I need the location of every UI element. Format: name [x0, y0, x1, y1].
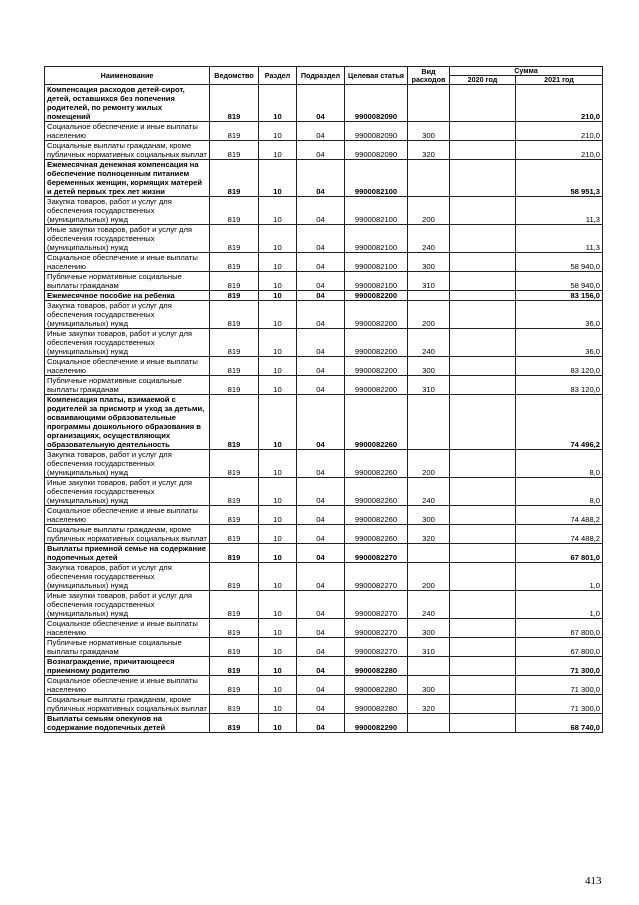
cell-target: 9900082100: [345, 197, 408, 225]
cell-dept: 819: [210, 197, 259, 225]
cell-dept: 819: [210, 141, 259, 160]
cell-name: Закупка товаров, работ и услуг для обеспечения государственных (муниципальных) нужд: [45, 563, 210, 591]
cell-y2021: 210,0: [516, 141, 603, 160]
cell-sec: 10: [259, 619, 297, 638]
cell-type: 300: [408, 122, 450, 141]
table-row: [45, 160, 603, 197]
cell-type: 300: [408, 357, 450, 376]
cell-target: 9900082090: [345, 85, 408, 122]
cell-y2020: [450, 506, 516, 525]
cell-target: 9900082270: [345, 563, 408, 591]
cell-y2020: [450, 478, 516, 506]
cell-dept: 819: [210, 85, 259, 122]
cell-y2021: 1,0: [516, 591, 603, 619]
cell-sub: 04: [297, 357, 345, 376]
cell-y2020: [450, 225, 516, 253]
table-row: [45, 525, 603, 544]
table-row: [45, 478, 603, 506]
cell-name: Публичные нормативные социальные выплаты гражданам: [45, 376, 210, 395]
cell-y2020: [450, 85, 516, 122]
cell-y2020: [450, 563, 516, 591]
cell-y2021: 11,3: [516, 225, 603, 253]
table-row: [45, 329, 603, 357]
cell-y2021: 83 120,0: [516, 376, 603, 395]
cell-y2021: 74 488,2: [516, 525, 603, 544]
cell-sub: 04: [297, 160, 345, 197]
cell-y2021: 71 300,0: [516, 695, 603, 714]
cell-name: Ежемесячная денежная компенсация на обеспечение полноценным питанием беременных женщин, кормящих матерей и детей первых трех лет жизни: [45, 160, 210, 197]
cell-type: [408, 714, 450, 733]
cell-sec: 10: [259, 676, 297, 695]
cell-type: 300: [408, 619, 450, 638]
cell-name: Социальное обеспечение и иные выплаты населению: [45, 357, 210, 376]
cell-y2020: [450, 197, 516, 225]
cell-dept: 819: [210, 329, 259, 357]
header-section: Раздел: [259, 67, 297, 85]
cell-name: Социальные выплаты гражданам, кроме публичных нормативных социальных выплат: [45, 141, 210, 160]
cell-type: [408, 160, 450, 197]
cell-dept: 819: [210, 291, 259, 301]
cell-type: 320: [408, 141, 450, 160]
cell-name: Социальное обеспечение и иные выплаты населению: [45, 122, 210, 141]
cell-name: Публичные нормативные социальные выплаты гражданам: [45, 272, 210, 291]
table-row: [45, 141, 603, 160]
cell-name: Публичные нормативные социальные выплаты гражданам: [45, 638, 210, 657]
cell-y2020: [450, 676, 516, 695]
cell-target: 9900082270: [345, 544, 408, 563]
cell-type: 200: [408, 563, 450, 591]
table-body: [45, 85, 603, 733]
cell-sub: 04: [297, 638, 345, 657]
table-row: [45, 544, 603, 563]
page-number: 413: [585, 875, 602, 887]
cell-type: [408, 85, 450, 122]
cell-type: 320: [408, 695, 450, 714]
cell-sec: 10: [259, 478, 297, 506]
cell-y2020: [450, 714, 516, 733]
cell-y2020: [450, 272, 516, 291]
cell-type: 310: [408, 272, 450, 291]
cell-sec: 10: [259, 695, 297, 714]
cell-dept: 819: [210, 563, 259, 591]
cell-y2021: 8,0: [516, 450, 603, 478]
cell-y2021: 58 940,0: [516, 253, 603, 272]
cell-y2021: 71 300,0: [516, 676, 603, 695]
cell-sub: 04: [297, 272, 345, 291]
cell-sub: 04: [297, 329, 345, 357]
table-row: [45, 638, 603, 657]
cell-target: 9900082260: [345, 395, 408, 450]
cell-sec: 10: [259, 253, 297, 272]
cell-dept: 819: [210, 272, 259, 291]
cell-sec: 10: [259, 395, 297, 450]
cell-type: [408, 657, 450, 676]
cell-dept: 819: [210, 357, 259, 376]
table-row: [45, 225, 603, 253]
cell-type: 300: [408, 253, 450, 272]
cell-y2020: [450, 376, 516, 395]
cell-type: [408, 544, 450, 563]
cell-type: 200: [408, 197, 450, 225]
cell-sec: 10: [259, 291, 297, 301]
cell-name: Социальные выплаты гражданам, кроме публичных нормативных социальных выплат: [45, 525, 210, 544]
cell-y2020: [450, 657, 516, 676]
cell-target: 9900082260: [345, 525, 408, 544]
table-row: [45, 714, 603, 733]
cell-target: 9900082270: [345, 591, 408, 619]
cell-y2021: 58 940,0: [516, 272, 603, 291]
header-2020: 2020 год: [450, 76, 516, 85]
cell-y2020: [450, 525, 516, 544]
table-row: [45, 253, 603, 272]
header-target: Целевая статья: [345, 67, 408, 85]
cell-dept: 819: [210, 591, 259, 619]
cell-y2020: [450, 160, 516, 197]
cell-sub: 04: [297, 714, 345, 733]
cell-name: Социальное обеспечение и иные выплаты населению: [45, 619, 210, 638]
cell-y2021: 67 801,0: [516, 544, 603, 563]
cell-sub: 04: [297, 395, 345, 450]
cell-sec: 10: [259, 591, 297, 619]
cell-target: 9900082090: [345, 141, 408, 160]
cell-target: 9900082270: [345, 638, 408, 657]
cell-dept: 819: [210, 506, 259, 525]
cell-name: Иные закупки товаров, работ и услуг для обеспечения государственных (муниципальных) нужд: [45, 329, 210, 357]
cell-y2021: 36,0: [516, 301, 603, 329]
cell-dept: 819: [210, 478, 259, 506]
cell-y2021: 210,0: [516, 85, 603, 122]
cell-y2020: [450, 122, 516, 141]
cell-dept: 819: [210, 160, 259, 197]
cell-sec: 10: [259, 197, 297, 225]
cell-dept: 819: [210, 638, 259, 657]
table-row: [45, 291, 603, 301]
cell-type: 300: [408, 676, 450, 695]
cell-name: Иные закупки товаров, работ и услуг для обеспечения государственных (муниципальных) нужд: [45, 478, 210, 506]
cell-dept: 819: [210, 376, 259, 395]
cell-y2021: 67 800,0: [516, 619, 603, 638]
table-row: [45, 376, 603, 395]
cell-dept: 819: [210, 225, 259, 253]
cell-y2021: 8,0: [516, 478, 603, 506]
cell-name: Ежемесячное пособие на ребенка: [45, 291, 210, 301]
cell-sub: 04: [297, 676, 345, 695]
cell-y2021: 11,3: [516, 197, 603, 225]
cell-sec: 10: [259, 714, 297, 733]
table-row: [45, 301, 603, 329]
table-row: [45, 619, 603, 638]
cell-target: 9900082200: [345, 329, 408, 357]
cell-sub: 04: [297, 591, 345, 619]
cell-y2020: [450, 357, 516, 376]
cell-name: Закупка товаров, работ и услуг для обеспечения государственных (муниципальных) нужд: [45, 450, 210, 478]
cell-sub: 04: [297, 141, 345, 160]
cell-sub: 04: [297, 450, 345, 478]
table-row: [45, 563, 603, 591]
cell-name: Закупка товаров, работ и услуг для обеспечения государственных (муниципальных) нужд: [45, 197, 210, 225]
table-row: [45, 676, 603, 695]
cell-dept: 819: [210, 657, 259, 676]
cell-target: 9900082200: [345, 301, 408, 329]
cell-target: 9900082280: [345, 657, 408, 676]
cell-type: 240: [408, 329, 450, 357]
cell-dept: 819: [210, 301, 259, 329]
cell-dept: 819: [210, 695, 259, 714]
cell-dept: 819: [210, 619, 259, 638]
cell-y2020: [450, 301, 516, 329]
cell-y2021: 58 951,3: [516, 160, 603, 197]
cell-sec: 10: [259, 506, 297, 525]
cell-name: Закупка товаров, работ и услуг для обеспечения государственных (муниципальных) нужд: [45, 301, 210, 329]
cell-name: Социальное обеспечение и иные выплаты населению: [45, 676, 210, 695]
cell-name: Компенсация расходов детей-сирот, детей, оставшихся без попечения родителей, по ремонту жилых помещений: [45, 85, 210, 122]
cell-y2020: [450, 395, 516, 450]
cell-target: 9900082200: [345, 291, 408, 301]
budget-table-container: [44, 66, 603, 733]
cell-type: 320: [408, 525, 450, 544]
cell-name: Компенсация платы, взимаемой с родителей за присмотр и уход за детьми, осваивающими образовательные программы дошкольного образования в организациях, осуществляющих образовательную деятельность: [45, 395, 210, 450]
cell-y2020: [450, 253, 516, 272]
cell-sec: 10: [259, 160, 297, 197]
cell-sub: 04: [297, 657, 345, 676]
cell-target: 9900082200: [345, 357, 408, 376]
cell-target: 9900082100: [345, 253, 408, 272]
cell-y2021: 83 120,0: [516, 357, 603, 376]
cell-target: 9900082090: [345, 122, 408, 141]
cell-y2020: [450, 591, 516, 619]
cell-sec: 10: [259, 563, 297, 591]
cell-sec: 10: [259, 357, 297, 376]
cell-target: 9900082280: [345, 695, 408, 714]
cell-name: Выплаты приемной семье на содержание подопечных детей: [45, 544, 210, 563]
cell-y2021: 83 156,0: [516, 291, 603, 301]
budget-table: [44, 66, 603, 733]
cell-y2020: [450, 141, 516, 160]
cell-name: Выплаты семьям опекунов на содержание подопечных детей: [45, 714, 210, 733]
cell-sub: 04: [297, 253, 345, 272]
cell-target: 9900082260: [345, 450, 408, 478]
cell-name: Иные закупки товаров, работ и услуг для обеспечения государственных (муниципальных) нужд: [45, 225, 210, 253]
cell-sub: 04: [297, 619, 345, 638]
header-subsection: Подраздел: [297, 67, 345, 85]
cell-target: 9900082260: [345, 478, 408, 506]
cell-dept: 819: [210, 525, 259, 544]
table-row: [45, 450, 603, 478]
cell-dept: 819: [210, 714, 259, 733]
cell-sec: 10: [259, 141, 297, 160]
table-row: [45, 695, 603, 714]
header-sum: Сумма: [450, 67, 603, 76]
table-row: [45, 272, 603, 291]
cell-target: 9900082100: [345, 225, 408, 253]
cell-type: 240: [408, 225, 450, 253]
cell-dept: 819: [210, 253, 259, 272]
cell-dept: 819: [210, 450, 259, 478]
cell-y2021: 74 488,2: [516, 506, 603, 525]
cell-sub: 04: [297, 301, 345, 329]
cell-y2020: [450, 619, 516, 638]
table-row: [45, 357, 603, 376]
cell-type: 200: [408, 450, 450, 478]
cell-target: 9900082260: [345, 506, 408, 525]
table-row: [45, 506, 603, 525]
cell-target: 9900082280: [345, 676, 408, 695]
cell-sub: 04: [297, 122, 345, 141]
cell-sec: 10: [259, 657, 297, 676]
cell-target: 9900082100: [345, 160, 408, 197]
table-row: [45, 395, 603, 450]
cell-sec: 10: [259, 450, 297, 478]
cell-y2021: 67 800,0: [516, 638, 603, 657]
cell-y2020: [450, 291, 516, 301]
cell-sec: 10: [259, 376, 297, 395]
cell-name: Вознаграждение, причитающееся приемному родителю: [45, 657, 210, 676]
header-dept: Ведомство: [210, 67, 259, 85]
cell-type: 240: [408, 591, 450, 619]
cell-sec: 10: [259, 122, 297, 141]
cell-sub: 04: [297, 85, 345, 122]
cell-type: 310: [408, 638, 450, 657]
cell-target: 9900082270: [345, 619, 408, 638]
cell-sub: 04: [297, 225, 345, 253]
table-row: [45, 85, 603, 122]
cell-sub: 04: [297, 478, 345, 506]
cell-dept: 819: [210, 122, 259, 141]
cell-type: [408, 395, 450, 450]
cell-type: 310: [408, 376, 450, 395]
cell-target: 9900082100: [345, 272, 408, 291]
cell-sub: 04: [297, 695, 345, 714]
cell-target: 9900082200: [345, 376, 408, 395]
cell-y2021: 1,0: [516, 563, 603, 591]
cell-y2021: 68 740,0: [516, 714, 603, 733]
cell-target: 9900082290: [345, 714, 408, 733]
cell-sec: 10: [259, 329, 297, 357]
cell-y2021: 210,0: [516, 122, 603, 141]
cell-y2020: [450, 544, 516, 563]
table-row: [45, 657, 603, 676]
cell-dept: 819: [210, 395, 259, 450]
cell-y2020: [450, 329, 516, 357]
cell-y2021: 71 300,0: [516, 657, 603, 676]
header-2021: 2021 год: [516, 76, 603, 85]
table-row: [45, 122, 603, 141]
cell-type: [408, 291, 450, 301]
cell-sub: 04: [297, 506, 345, 525]
cell-sec: 10: [259, 525, 297, 544]
cell-type: 300: [408, 506, 450, 525]
cell-sub: 04: [297, 376, 345, 395]
header-type: Вид расходов: [408, 67, 450, 85]
cell-y2021: 36,0: [516, 329, 603, 357]
cell-sub: 04: [297, 525, 345, 544]
cell-sec: 10: [259, 301, 297, 329]
table-row: [45, 591, 603, 619]
cell-sec: 10: [259, 638, 297, 657]
cell-y2021: 74 496,2: [516, 395, 603, 450]
cell-sub: 04: [297, 544, 345, 563]
cell-type: 200: [408, 301, 450, 329]
cell-sec: 10: [259, 85, 297, 122]
cell-sec: 10: [259, 225, 297, 253]
cell-dept: 819: [210, 676, 259, 695]
cell-y2020: [450, 638, 516, 657]
cell-sub: 04: [297, 563, 345, 591]
cell-name: Социальные выплаты гражданам, кроме публичных нормативных социальных выплат: [45, 695, 210, 714]
header-name: Наименование: [45, 67, 210, 85]
cell-name: Социальное обеспечение и иные выплаты населению: [45, 506, 210, 525]
cell-sub: 04: [297, 291, 345, 301]
cell-name: Иные закупки товаров, работ и услуг для обеспечения государственных (муниципальных) нужд: [45, 591, 210, 619]
table-row: [45, 197, 603, 225]
cell-sec: 10: [259, 544, 297, 563]
cell-sub: 04: [297, 197, 345, 225]
cell-dept: 819: [210, 544, 259, 563]
cell-type: 240: [408, 478, 450, 506]
cell-y2020: [450, 695, 516, 714]
cell-y2020: [450, 450, 516, 478]
cell-sec: 10: [259, 272, 297, 291]
cell-name: Социальное обеспечение и иные выплаты населению: [45, 253, 210, 272]
